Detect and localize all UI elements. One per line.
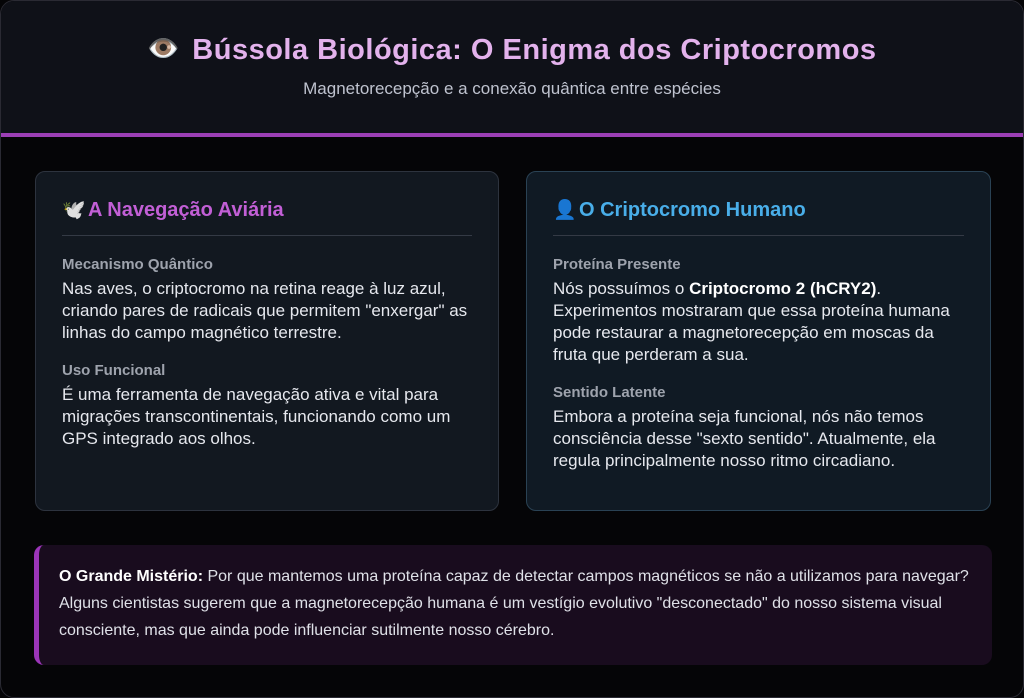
page-subtitle: Magnetorecepção e a conexão quântica entre espécies [303, 79, 721, 98]
bird-card-title [62, 198, 472, 236]
human-cryptochrome-card [526, 171, 991, 511]
mystery-callout [34, 545, 992, 665]
section-text: Nas aves, o criptocromo na retina reage à luz azul, criando pares de radicais que permitem "enxergar" as linhas do campo magnético terrestre. [62, 279, 468, 342]
page-title [1, 33, 1023, 67]
section-label: Proteína Presente [553, 256, 681, 273]
section-label: Uso Funcional [62, 362, 166, 379]
section-label: Mecanismo Quântico [62, 256, 213, 273]
protein-name: Criptocromo 2 (hCRY2) [689, 279, 877, 298]
section-text: É uma ferramenta de navegação ativa e vital para migrações transcontinentais, funcionando como um GPS integrado aos olhos. [62, 385, 451, 448]
page-title-text: Bússola Biológica: O Enigma dos Criptocromos [192, 34, 877, 66]
person-icon: 👤 [553, 200, 577, 221]
page-header [1, 1, 1023, 137]
eye-icon: 👁️ [147, 33, 181, 63]
section-text [553, 278, 964, 366]
dove-icon: 🕊️ [62, 200, 86, 221]
text-before: Nós possuímos o [553, 279, 690, 298]
section-text: Embora a proteína seja funcional, nós não temos consciência desse "sexto sentido". Atualmente, ela regula principalmente nosso ritmo circadiano. [553, 407, 936, 470]
bird-navigation-card [35, 171, 499, 511]
human-card-title-text: O Criptocromo Humano [579, 199, 806, 221]
human-card-title [553, 198, 964, 236]
mystery-text: Por que mantemos uma proteína capaz de detectar campos magnéticos se não a utilizamos para navegar? Alguns cientistas sugerem que a magnetorecepção humana é um vestígio evolutivo "desconectado" do nosso sistema visual consciente, mas que ainda pode influenciar sutilmente nosso cérebro. [59, 568, 969, 639]
text-after: . Experimentos mostraram que essa proteína humana pode restaurar a magnetorecepção em moscas da fruta que perderam a sua. [553, 279, 950, 364]
section-label: Sentido Latente [553, 384, 666, 401]
bird-card-title-text: A Navegação Aviária [88, 199, 284, 221]
mystery-label: O Grande Mistério: [59, 568, 204, 585]
